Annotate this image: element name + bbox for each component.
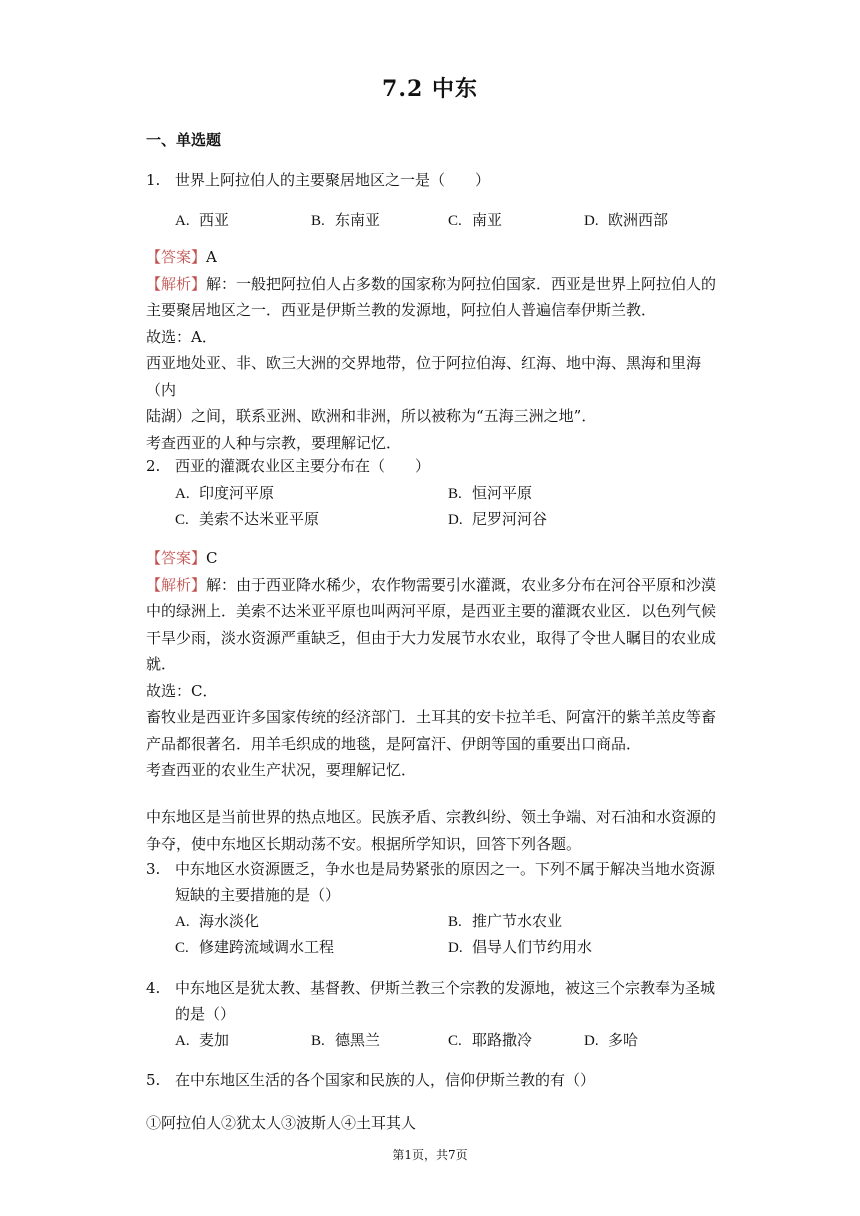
intro-line: 争夺，使中东地区长期动荡不安。根据所学知识，回答下列各题。: [146, 834, 582, 853]
option-d: D. 倡导人们节约用水: [448, 938, 593, 956]
analysis-line: 中的绿洲上．美索不达米亚平原也叫两河平原，是西亚主要的灌溉农业区．以色列气候: [146, 602, 717, 620]
question-4: [146, 975, 716, 1027]
group-intro: [146, 804, 718, 857]
question-number: 2.: [146, 457, 161, 475]
option-c: C. 南亚: [448, 211, 503, 229]
analysis-line: 故选：A．: [146, 327, 217, 346]
question-5: [146, 1067, 716, 1093]
question-number: 4.: [146, 979, 161, 997]
answer-line: 【答案】C: [146, 549, 218, 567]
page-title: 7.2 中东: [382, 76, 478, 102]
question-2: [146, 453, 716, 479]
analysis-line: 产品都很著名．用羊毛织成的地毯，是阿富汗、伊朗等国的重要出口商品．: [146, 734, 642, 753]
question-stem: 世界上阿拉伯人的主要聚居地区之一是（ ）: [175, 171, 491, 189]
answer-line: 【答案】A: [146, 248, 217, 266]
analysis-line: 考查西亚的农业生产状况，要理解记忆．: [146, 761, 417, 779]
analysis-line: 畜牧业是西亚许多国家传统的经济部门．土耳其的安卡拉羊毛、阿富汗的紫羊羔皮等畜: [146, 708, 717, 726]
option-c: C. 耶路撒冷: [448, 1031, 533, 1049]
option-b: B. 东南亚: [311, 211, 381, 229]
analysis-line: 考查西亚的人种与宗教，要理解记忆．: [146, 433, 402, 452]
option-a: A. 西亚: [175, 211, 230, 229]
analysis-line: 【解析】解：一般把阿拉伯人占多数的国家称为阿拉伯国家．西亚是世界上阿拉伯人的: [146, 274, 717, 293]
q1-answer-block: [146, 244, 718, 456]
option-a: A. 印度河平原: [175, 484, 275, 502]
q5-items: ①阿拉伯人②犹太人③波斯人④土耳其人: [146, 1114, 417, 1132]
option-b: B. 德黑兰: [311, 1031, 381, 1049]
question-stem: 西亚的灌溉农业区主要分布在（ ）: [175, 457, 431, 475]
option-a: A. 麦加: [175, 1031, 230, 1049]
question-number: 5.: [146, 1071, 161, 1089]
option-d: D. 尼罗河河谷: [448, 510, 548, 528]
section-heading: 一、单选题: [146, 131, 222, 149]
analysis-line: 主要聚居地区之一．西亚是伊斯兰教的发源地，阿拉伯人普遍信奉伊斯兰教．: [146, 301, 657, 319]
option-b: B. 恒河平原: [448, 484, 533, 502]
question-1: [146, 167, 716, 193]
question-stem-line: 中东地区是犹太教、基督教、伊斯兰教三个宗教的发源地，被这三个宗教奉为圣城: [175, 979, 716, 997]
option-c: C. 修建跨流域调水工程: [175, 938, 335, 956]
question-number: 3.: [146, 860, 161, 878]
analysis-line: 【解析】解：由于西亚降水稀少，农作物需要引水灌溉，农业多分布在河谷平原和沙漠: [146, 575, 717, 594]
q2-answer-block: [146, 545, 718, 784]
option-c: C. 美索不达米亚平原: [175, 510, 320, 528]
page-footer: 第1页，共7页: [392, 1148, 468, 1162]
analysis-line: 陆湖）之间，联系亚洲、欧洲和非洲，所以被称为“五海三洲之地”．: [146, 407, 597, 425]
option-d: D. 欧洲西部: [584, 211, 669, 229]
question-stem-line: 的是（）: [175, 1005, 236, 1023]
analysis-line: 干旱少雨，淡水资源严重缺乏，但由于大力发展节水农业，取得了令世人瞩目的农业成: [146, 628, 717, 647]
option-d: D. 多哈: [584, 1031, 639, 1049]
question-stem-line: 中东地区水资源匮乏，争水也是局势紧张的原因之一。下列不属于解决当地水资源: [175, 860, 716, 878]
analysis-line: 故选：C．: [146, 681, 218, 700]
question-3: [146, 856, 716, 908]
question-stem: 在中东地区生活的各个国家和民族的人，信仰伊斯兰教的有（）: [175, 1071, 596, 1089]
option-a: A. 海水淡化: [175, 912, 260, 930]
option-b: B. 推广节水农业: [448, 912, 563, 930]
analysis-line: 西亚地处亚、非、欧三大洲的交界地带，位于阿拉伯海、红海、地中海、黑海和里海（内: [146, 354, 702, 399]
analysis-line: 就．: [146, 655, 177, 673]
question-number: 1.: [146, 171, 161, 189]
question-stem-line: 短缺的主要措施的是（）: [175, 886, 341, 904]
intro-line: 中东地区是当前世界的热点地区。民族矛盾、宗教纠纷、领土争端、对石油和水资源的: [146, 808, 717, 826]
